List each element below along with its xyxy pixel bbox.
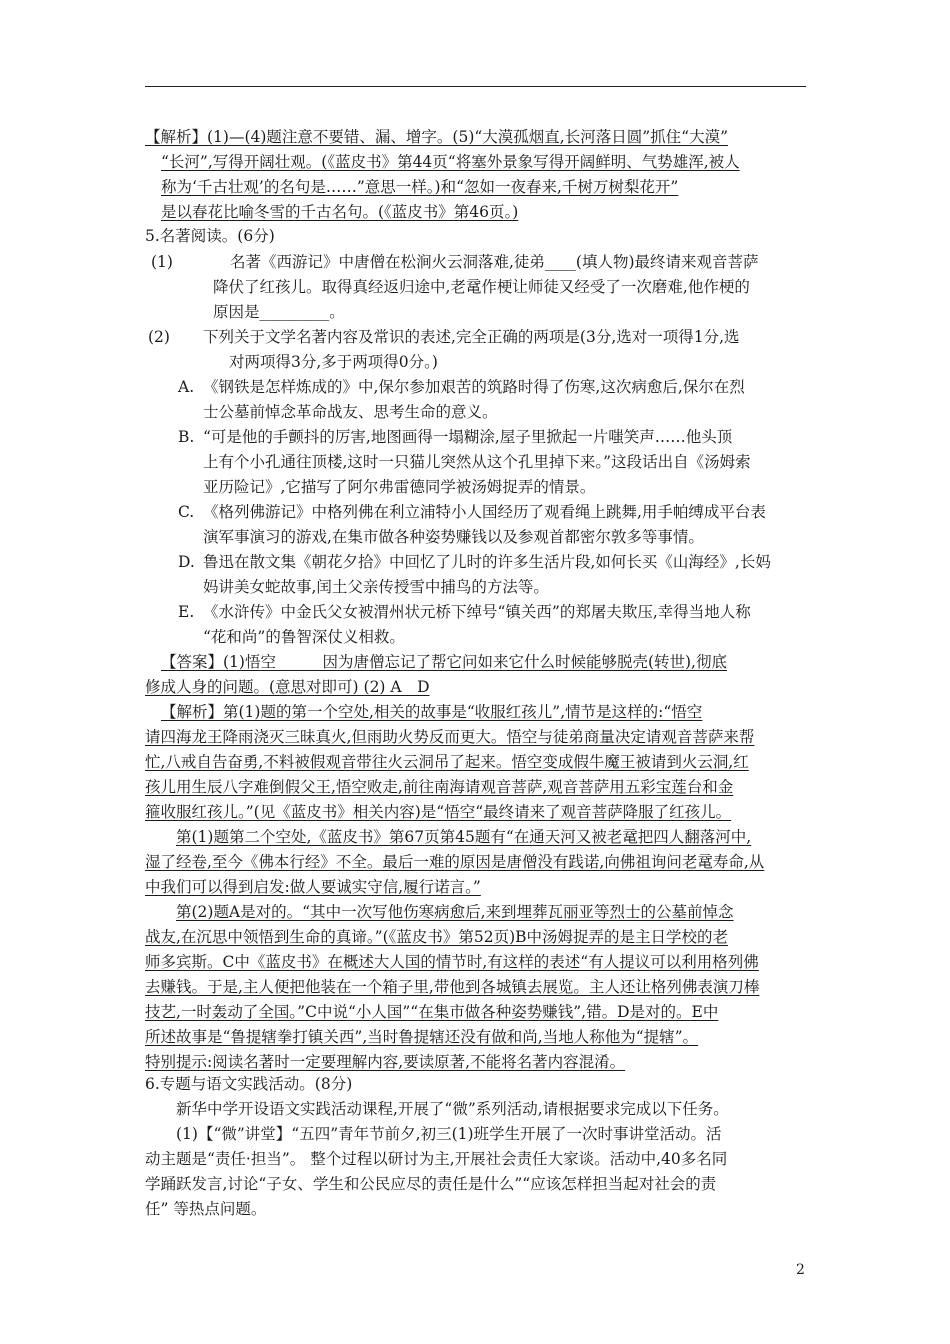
option-d-line: 鲁迅在散文集《朝花夕拾》中回忆了儿时的许多生活片段,如何长买《山海经》,长妈 — [203, 553, 771, 571]
option-label: D. — [178, 553, 195, 571]
q6-line: 任” 等热点问题。 — [145, 1200, 267, 1218]
analysis-line: 技艺,一时轰动了全国。”C中说“小人国”“在集市做各种姿势赚钱”,错。D是对的。E中 — [145, 1003, 719, 1021]
option-label: C. — [178, 503, 195, 521]
option-c-line: 演军事演习的游戏,在集市做各种姿势赚钱以及参观首都密尔敦多等事情。 — [203, 528, 704, 546]
option-c-line: 《格列佛游记》中格列佛在利立浦特小人国经历了观看绳上跳舞,用手帕缚成平台表 — [203, 503, 766, 521]
q6-line: 新华中学开设语文实践活动课程,开展了“微”系列活动,请根据要求完成以下任务。 — [176, 1100, 729, 1118]
q5-sub2-number: (2) — [148, 328, 170, 346]
prev-analysis-line: “长河”,写得开阔壮观。(《蓝皮书》第44页“将塞外景象写得开阔鲜明、气势雄浑,被人 — [161, 153, 740, 171]
analysis-line: 战友,在沉思中领悟到生命的真谛。”(《蓝皮书》第52页)B中汤姆捉弄的是主日学校的老 — [145, 928, 729, 946]
analysis-line: 箍收服红孩儿。”(见《蓝皮书》相关内容)是“悟空“最终请来了观音菩萨降服了红孩儿。 — [145, 803, 732, 821]
option-b-line: “可是他的手颤抖的厉害,地图画得一塌糊涂,屋子里掀起一片嗤笑声……他头顶 — [203, 428, 733, 446]
question-6-title: 6.专题与语文实践活动。(8分) — [145, 1075, 353, 1093]
option-d-line: 妈讲美女蛇故事,闰土父亲传授雪中捕鸟的方法等。 — [203, 578, 549, 596]
q6-line: (1)【“微”讲堂】“五四”青年节前夕,初三(1)班学生开展了一次时事讲堂活动。活 — [176, 1125, 722, 1143]
analysis-line: 特别提示:阅读名著时一定要理解内容,要读原著,不能将名著内容混淆。 — [145, 1053, 626, 1071]
option-label: B. — [178, 428, 195, 446]
analysis-line: 去赚钱。于是,主人便把他装在一个箱子里,带他到各城镇去展览。主人还让格列佛表演刀棒 — [145, 978, 760, 996]
option-label: E. — [178, 603, 195, 621]
option-b-line: 上有个小孔通往顶楼,这时一只猫儿突然从这个孔里掉下来。”这段话出自《汤姆索 — [203, 453, 751, 471]
option-b-line: 亚历险记》,它描写了阿尔弗雷德同学被汤姆捉弄的情景。 — [203, 478, 596, 496]
q5-sub1-line: 名著《西游记》中唐僧在松涧火云洞落难,徒弟____(填人物)最终请来观音菩萨 — [230, 253, 759, 271]
q5-sub1-number: (1) — [151, 253, 173, 271]
q6-line: 动主题是“责任·担当”。 整个过程以研讨为主,开展社会责任大家谈。活动中,40多名同 — [145, 1150, 728, 1168]
q5-sub1-line: 降伏了红孩儿。取得真经返归途中,老鼋作梗让师徒又经受了一次磨难,他作梗的 — [213, 278, 750, 296]
analysis-line: 湿了经卷,至今《佛本行经》不全。最后一难的原因是唐僧没有践诺,向佛祖询问老鼋寿命,从 — [145, 853, 765, 871]
q5-sub1-line: 原因是_________。 — [213, 303, 345, 321]
option-a-line: 《钢铁是怎样炼成的》中,保尔参加艰苦的筑路时得了伤寒,这次病愈后,保尔在烈 — [203, 378, 745, 396]
analysis-line: 孩儿用生辰八字难倒假父王,悟空败走,前往南海请观音菩萨,观音菩萨用五彩宝莲台和金 — [145, 778, 734, 796]
analysis-line: 第(2)题A是对的。“其中一次写他伤寒病愈后,来到埋葬瓦丽亚等烈士的公墓前悼念 — [176, 903, 734, 921]
header-rule — [145, 86, 806, 87]
analysis-line: 所述故事是“鲁提辖拳打镇关西”,当时鲁提辖还没有做和尚,当地人称他为“提辖”。 — [145, 1028, 699, 1046]
analysis-line: 师多宾斯。C中《蓝皮书》在概述大人国的情节时,有这样的表述“有人提议可以利用格列佛 — [145, 953, 759, 971]
question-5-title: 5.名著阅读。(6分) — [145, 227, 275, 245]
prev-analysis-line: 是以春花比喻冬雪的千古名句。(《蓝皮书》第46页。) — [161, 203, 519, 221]
option-e-line: 《水浒传》中金氏父女被渭州状元桥下绰号“镇关西”的郑屠夫欺压,幸得当地人称 — [203, 603, 751, 621]
prev-analysis-line: 称为‘千古壮观’的名句是……”意思一样。)和“忽如一夜春来,千树万树梨花开” — [161, 178, 679, 196]
analysis-line: 中我们可以得到启发:做人要诚实守信,履行诺言。” — [145, 878, 481, 896]
option-e-line: “花和尚”的鲁智深仗义相救。 — [203, 628, 405, 646]
analysis-line: 忙,八戒自告奋勇,不料被假观音带往火云洞吊了起来。悟空变成假牛魔王被请到火云洞,红 — [145, 753, 749, 771]
analysis-line: 请四海龙王降雨浇灭三昧真火,但雨助火势反而更大。悟空与徒弟商量决定请观音菩萨来帮 — [145, 728, 755, 746]
analysis-line: 第(1)题第二个空处,《蓝皮书》第67页第45题有“在通天河又被老鼋把四人翻落河中, — [176, 828, 752, 846]
page-number: 2 — [796, 1262, 805, 1278]
option-a-line: 士公墓前悼念革命战友、思考生命的意义。 — [203, 403, 498, 421]
option-label: A. — [178, 378, 195, 396]
q5-sub2-line: 下列关于文学名著内容及常识的表述,完全正确的两项是(3分,选对一项得1分,选 — [203, 328, 740, 346]
answer-line: 【答案】(1)悟空 因为唐僧忘记了帮它问如来它什么时候能够脱壳(转世),彻底 — [161, 653, 727, 671]
q5-sub2-line: 对两项得3分,多于两项得0分。) — [229, 353, 438, 371]
analysis-line: 【解析】第(1)题的第一个空处,相关的故事是“收服红孩儿”,情节是这样的:“悟空 — [161, 703, 703, 721]
q6-line: 学踊跃发言,讨论“子女、学生和公民应尽的责任是什么”“应该怎样担当起对社会的责 — [145, 1175, 717, 1193]
answer-line: 修成人身的问题。(意思对即可) (2) A D — [145, 678, 430, 696]
prev-analysis-line: 【解析】(1)—(4)题注意不要错、漏、增字。(5)“大漠孤烟直,长河落日圆”抓住“大漠” — [145, 128, 728, 146]
